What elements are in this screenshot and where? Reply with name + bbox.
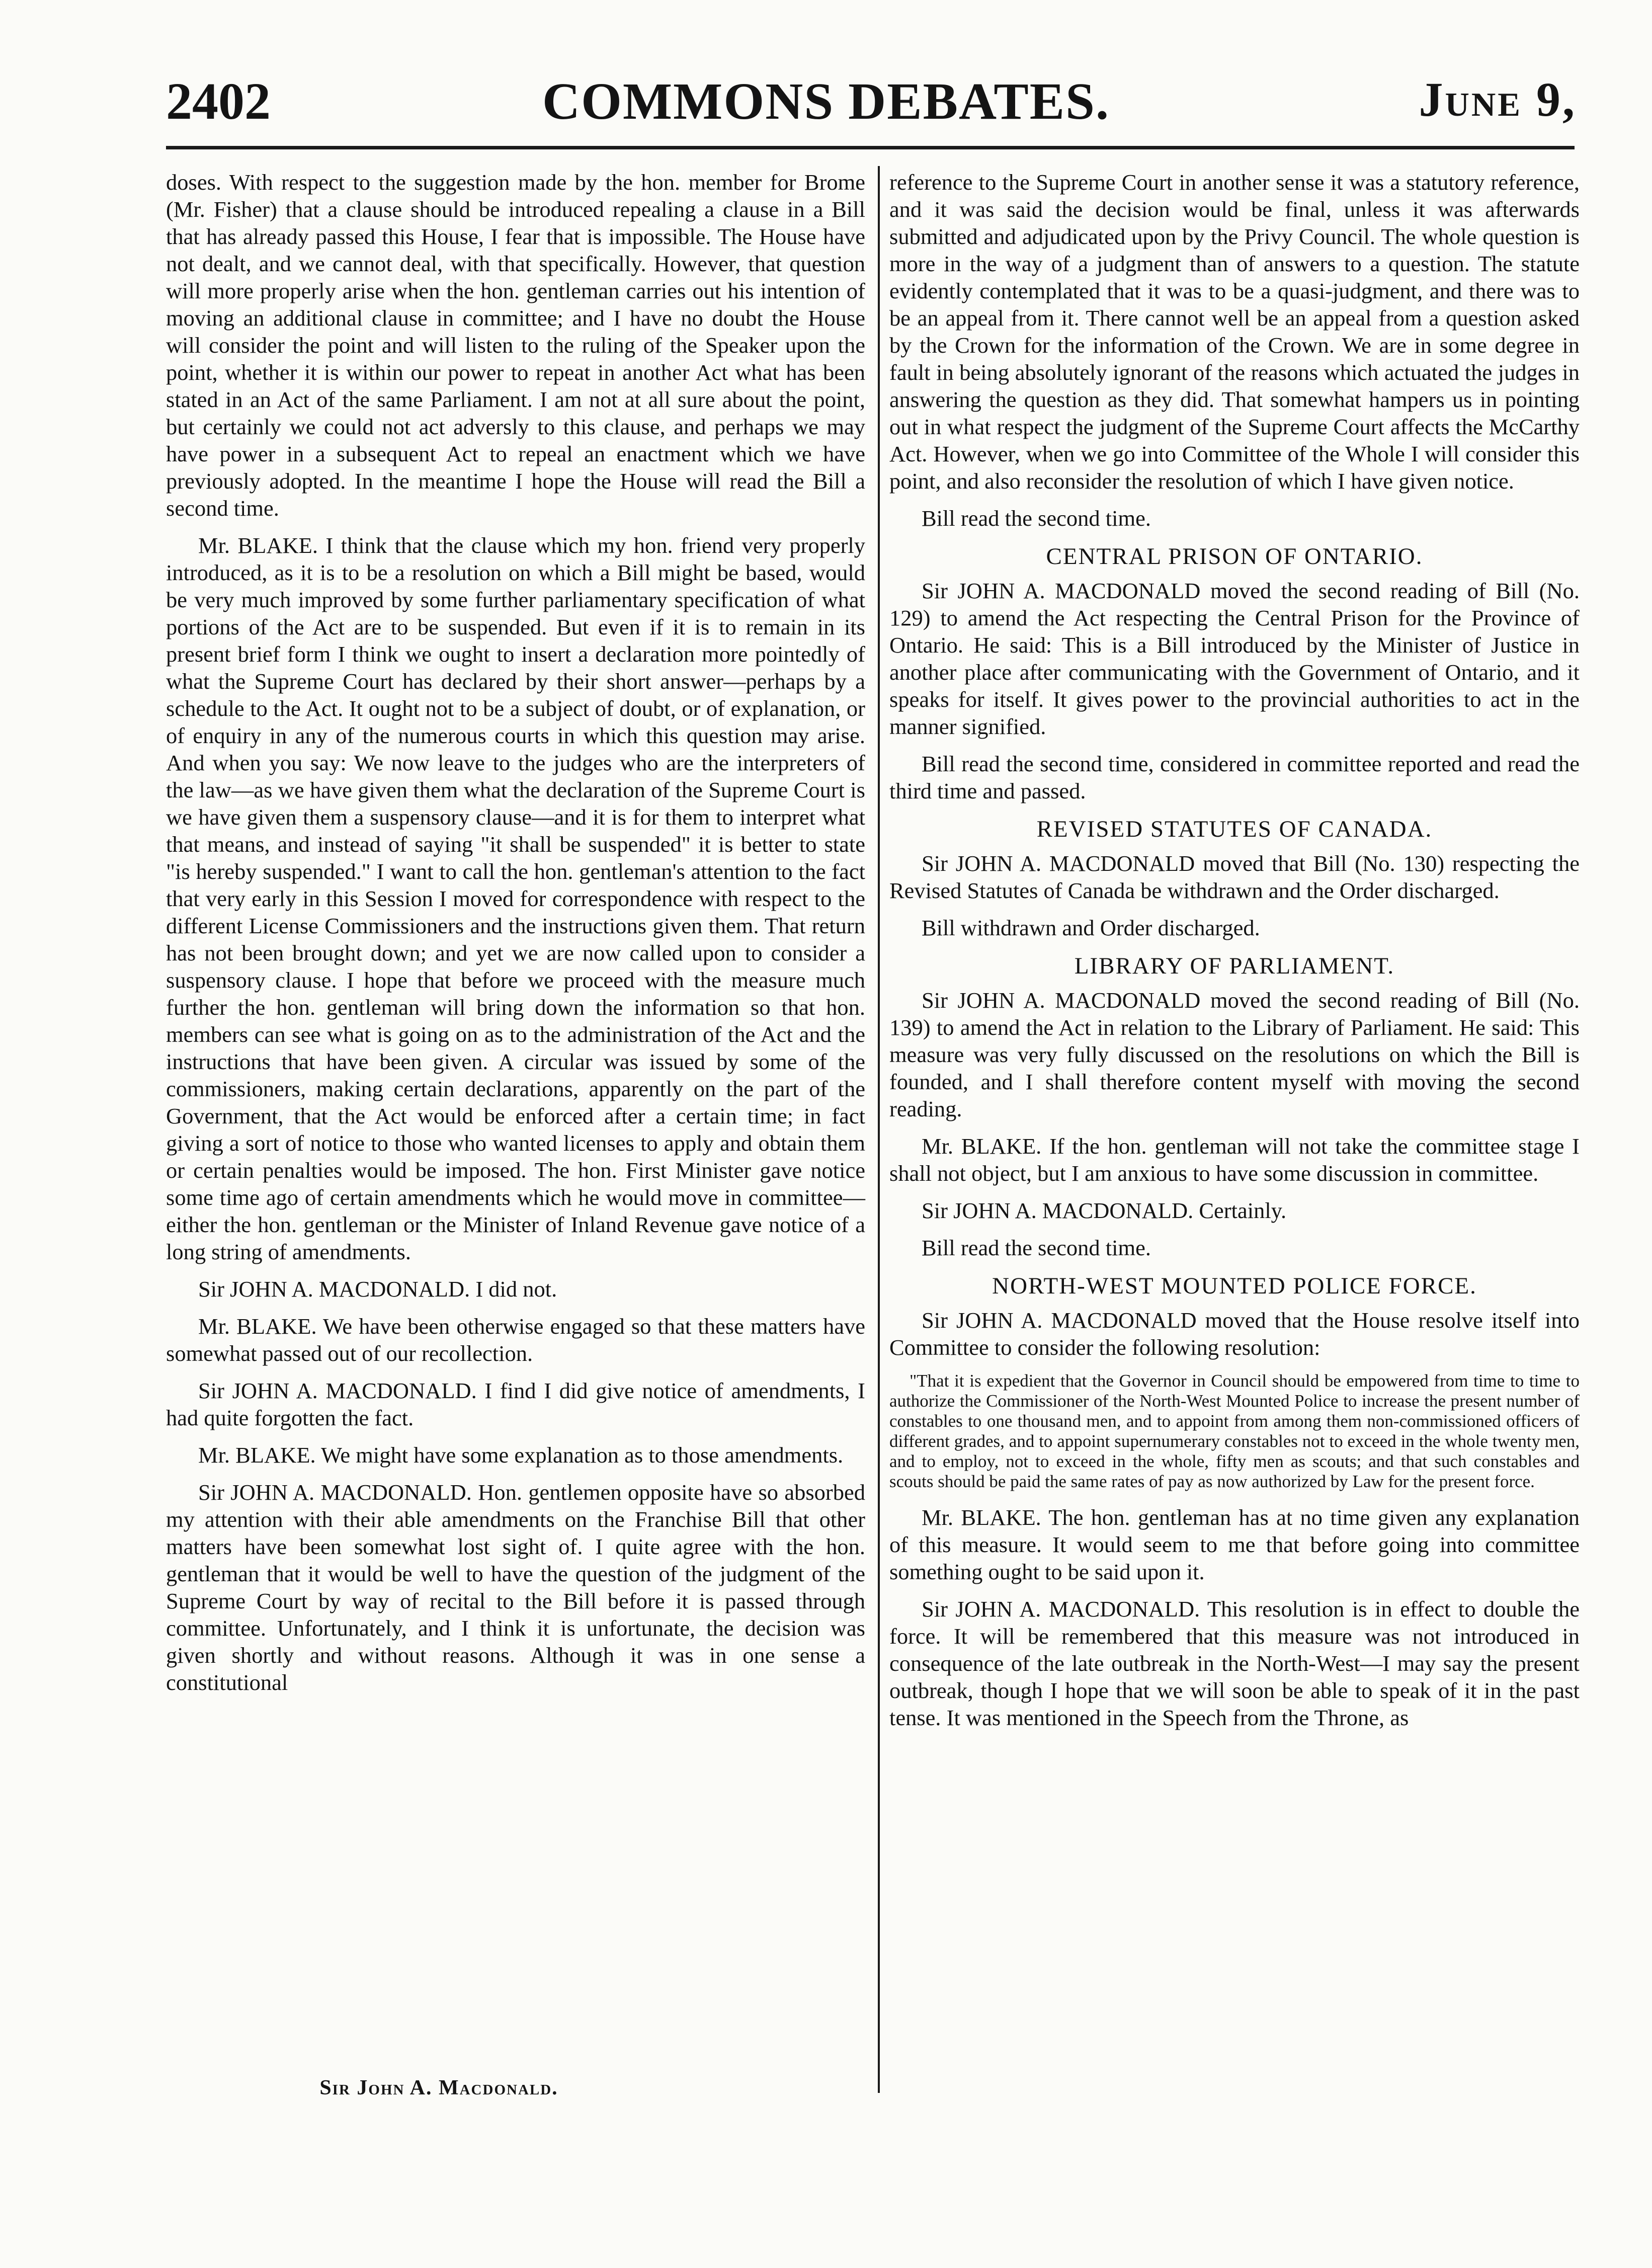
paragraph: Sir JOHN A. MACDONALD moved the second reading of Bill (No. 139) to amend the Act in relation to the Library of Parliament. He said: This measure was very fully discussed on the resolutions on which the Bill is founded, and I shall therefore content myself with moving the second reading.	[889, 988, 1580, 1121]
paragraph: Sir JOHN A. MACDONALD moved that Bill (No. 130) respecting the Revised Statutes of Canada be withdrawn and the Order discharged.	[889, 851, 1580, 903]
section-heading: LIBRARY OF PARLIAMENT.	[1074, 953, 1395, 979]
paragraph: Bill withdrawn and Order discharged.	[922, 915, 1260, 940]
footer-speaker: Sir John A. Macdonald.	[319, 2076, 558, 2099]
paragraph: Sir JOHN A. MACDONALD. I did not.	[198, 1276, 557, 1302]
paragraph: reference to the Supreme Court in another sense it was a statutory reference, and it was said the decision would be final, unless it was afterwards submitted and adjudicated upon by the Privy Council. The whole question is more in the way of a judgment than of answers to a question. The statute evidently contemplated that it was to be a quasi-judgment, and there was to be an appeal from it. There cannot well be an appeal from a question asked by the Crown for the information of the Crown. We are in some degree in fault in being absolutely ignorant of the reasons which actuated the judges in answering the question as they did. That somewhat hampers us in pointing out in what respect the judgment of the Supreme Court affects the McCarthy Act. However, when we go into Committee of the Whole I will consider this point, and also reconsider the resolution of which I have given notice.	[889, 170, 1580, 494]
paragraph: Sir JOHN A. MACDONALD. I find I did give notice of amendments, I had quite forgotten the fact.	[166, 1378, 865, 1430]
paragraph: Sir JOHN A. MACDONALD moved that the House resolve itself into Committee to consider the following resolution:	[889, 1308, 1580, 1360]
paragraph: Mr. BLAKE. We might have some explanation as to those amendments.	[198, 1442, 844, 1468]
paragraph: doses. With respect to the suggestion made by the hon. member for Brome (Mr. Fisher) that a clause should be introduced repealing a clause in a Bill that has already passed this House, I fear that is impossible. The House have not dealt, and we cannot deal, with that specifically. However, that question will more properly arise when the hon. gentleman carries out his intention of moving an additional clause in committee; and I have no doubt the House will consider the point and will listen to the ruling of the Speaker upon the point, whether it is within our power to repeat in another Act what has been stated in an Act of the same Parliament. I am not at all sure about the point, but certainly we could not act adversly to this clause, and perhaps we may have power in a subsequent Act to repeal an enactment which we have previously adopted. In the meantime I hope the House will read the Bill a second time.	[166, 170, 865, 521]
paragraph: Bill read the second time.	[922, 1235, 1151, 1260]
paragraph: Mr. BLAKE. If the hon. gentleman will not take the committee stage I shall not object, but I am anxious to have some discussion in committee.	[889, 1133, 1580, 1186]
page-date: June 9,	[1419, 72, 1577, 126]
right-column	[889, 169, 1580, 1741]
paragraph: Sir JOHN A. MACDONALD. Hon. gentlemen opposite have so absorbed my attention with their able amendments on the Franchise Bill that other matters have been somewhat lost sight of. I quite agree with the hon. gentleman that it would be well to have the question of the judgment of the Supreme Court by way of recital to the Bill before it is passed through committee. Unfortunately, and I think it is unfortunate, the decision was given shortly and without reasons. Although it was in one sense a constitutional	[166, 1480, 865, 1695]
resolution-quote: "That it is expedient that the Governor in Council should be empowered from time to time to authorize the Commissioner of the North-West Mounted Police to increase the present number of constables to one thousand men, and to appoint from among them non-commissioned officers of different grades, and to appoint supernumerary constables not to exceed in the whole twenty men, and to employ, not to exceed in the whole, fifty men as scouts; and that such constables and scouts should be paid the same rates of pay as now authorized by Law for the present force.	[889, 1371, 1580, 1491]
paragraph: Mr. BLAKE. The hon. gentleman has at no time given any explanation of this measure. It would seem to me that before going into committee something ought to be said upon it.	[889, 1505, 1580, 1584]
paragraph: Sir JOHN A. MACDONALD. This resolution is in effect to double the force. It will be remembered that this measure was not introduced in consequence of the late outbreak in the North-West—I may say the present outbreak, though I hope that we will soon be able to speak of it in the past tense. It was mentioned in the Speech from the Throne, as	[889, 1596, 1580, 1730]
page-title: COMMONS DEBATES.	[542, 72, 1110, 130]
section-heading: CENTRAL PRISON OF ONTARIO.	[1046, 543, 1423, 570]
column-divider	[878, 166, 880, 2093]
paragraph: Mr. BLAKE. We have been otherwise engaged so that these matters have somewhat passed out of our recollection.	[166, 1314, 865, 1366]
paragraph: Bill read the second time.	[922, 506, 1151, 531]
header-rule	[166, 146, 1575, 149]
paragraph: Sir JOHN A. MACDONALD moved the second reading of Bill (No. 129) to amend the Act respecting the Central Prison for the Province of Ontario. He said: This is a Bill introduced by the Minister of Justice in another place after communicating with the Government of Ontario, and it speaks for itself. It gives power to the provincial authorities to act in the manner signified.	[889, 578, 1580, 739]
section-heading: REVISED STATUTES OF CANADA.	[1036, 816, 1433, 842]
paragraph: Sir JOHN A. MACDONALD. Certainly.	[922, 1198, 1287, 1223]
paragraph: Bill read the second time, considered in committee reported and read the third time and passed.	[889, 751, 1580, 803]
left-column	[166, 169, 865, 1706]
page-number: 2402	[166, 72, 271, 130]
section-heading: NORTH-WEST MOUNTED POLICE FORCE.	[992, 1273, 1477, 1299]
paragraph: Mr. BLAKE. I think that the clause which my hon. friend very properly introduced, as it is to be a resolution on which a Bill might be based, would be very much improved by some further parliamentary specification of what portions of the Act are to be suspended. But even if it is to remain in its present brief form I think we ought to insert a declaration more pointedly of what the Supreme Court has declared by their short answer—perhaps by a schedule to the Act. It ought not to be a subject of doubt, or of explanation, or of enquiry in any of the numerous courts in which this question may arise. And when you say: We now leave to the judges who are the interpreters of the law—as we have given them what the declaration of the Supreme Court is we have given them a suspensory clause—and it is for them to interpret what that means, and instead of saying "it shall be suspended" it is better to state "is hereby suspended." I want to call the hon. gentleman's attention to the fact that very early in this Session I moved for correspondence with respect to the different License Commissioners and the instructions given them. That return has not been brought down; and yet we are now called upon to consider a suspensory clause. I hope that before we proceed with the measure much further the hon. gentleman will bring down the information so that hon. members can see what is going on as to the administration of the Act and the instructions that have been given. A circular was issued by some of the commissioners, making certain declarations, apparently on the part of the Government, that the Act would be enforced after a certain time; in fact giving a sort of notice to those who wanted licenses to apply and obtain them or certain penalties would be imposed. The hon. First Minister gave notice some time ago of certain amendments which he would move in committee—either the hon. gentleman or the Minister of Inland Revenue gave notice of a long string of amendments.	[166, 533, 865, 1264]
